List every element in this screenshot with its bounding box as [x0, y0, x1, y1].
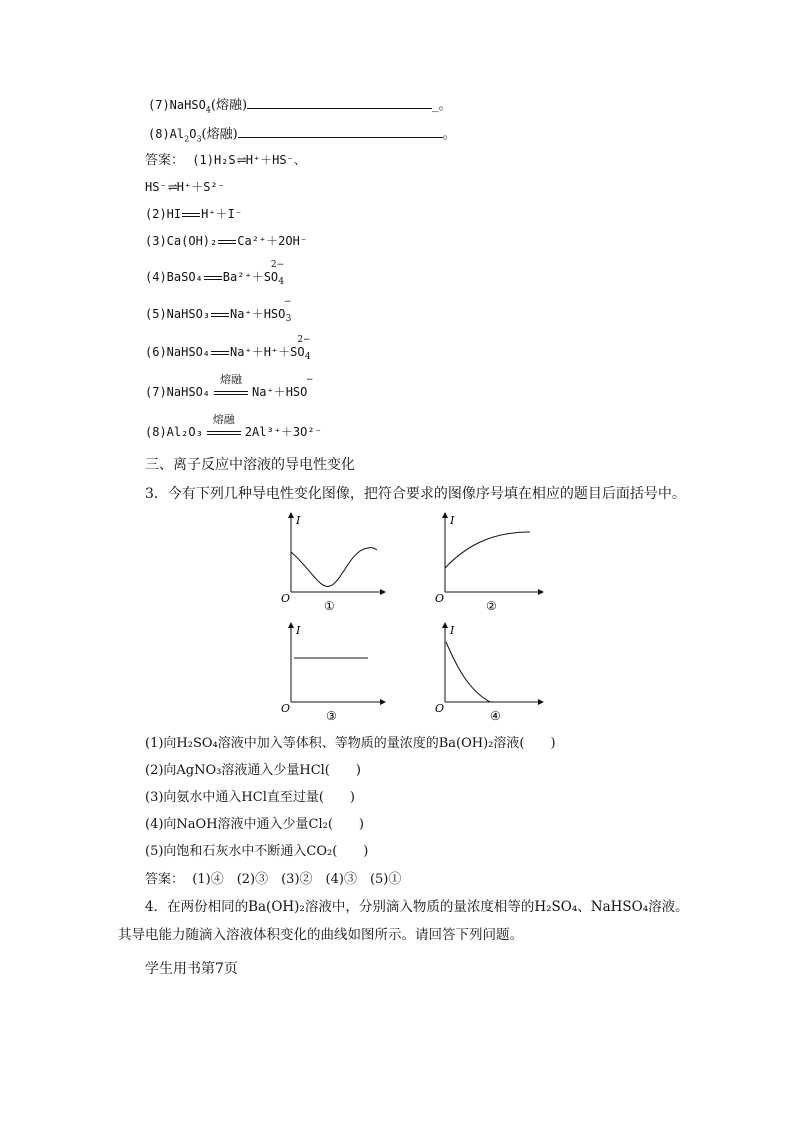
fill-item-7: (7)NaHSO$_4$(熔融) _。 [148, 98, 452, 115]
answer-line-6: (6)NaHSO₄ Na⁺＋H⁺＋SO 2− 4 [145, 335, 311, 362]
origin-label: O [281, 592, 291, 605]
equals-sign-icon [211, 351, 229, 355]
y-axis-label: I [450, 624, 455, 637]
answer-line-1b: HS⁻⇌H⁺＋S²⁻ [145, 180, 225, 194]
question-3-item-3: (3)向氨水中通入HCl直至过量( ) [145, 790, 355, 805]
question-3-item-4: (4)向NaOH溶液中通入少量Cl₂( ) [145, 817, 364, 832]
graph-label: ④ [490, 709, 501, 723]
graph-label: ② [486, 599, 497, 613]
graph-label: ① [324, 599, 335, 613]
origin-label: O [281, 702, 291, 715]
graph-2 [434, 510, 549, 615]
answer-line-2: (2)HI H⁺＋I⁻ [145, 207, 243, 221]
answer-label: 答案： [145, 153, 185, 168]
graph-4 [434, 620, 549, 725]
question-4-line-1: 4．在两份相同的Ba(OH)₂溶液中，分别滴入物质的量浓度相等的H₂SO₄、NaHSO₄溶液。 [145, 899, 689, 915]
equals-sign-icon [211, 313, 229, 317]
melt-condition-sign: 熔融 [207, 424, 241, 442]
answer-line-5: (5)NaHSO₃ Na⁺＋HSO − 3 [145, 297, 292, 324]
answer-blank[interactable] [238, 125, 443, 138]
origin-label: O [435, 702, 445, 715]
equals-sign-icon [204, 276, 222, 280]
origin-label: O [435, 592, 445, 605]
graph-label: ③ [326, 709, 337, 723]
question-3-item-1: (1)向H₂SO₄溶液中加入等体积、等物质的量浓度的Ba(OH)₂溶液( ) [145, 736, 556, 751]
answer-line-8: (8)Al₂O₃ 熔融 2Al³⁺＋3O²⁻ [145, 423, 322, 442]
question-3-item-5: (5)向饱和石灰水中不断通入CO₂( ) [145, 844, 369, 859]
question-3-stem: 3．今有下列几种导电性变化图像，把符合要求的图像序号填在相应的题目后面括号中。 [145, 486, 686, 502]
answer-line-7: (7)NaHSO₄ 熔融 Na⁺＋HSO − [145, 383, 307, 402]
answer-line-1a: 答案： (1)H₂S⇌H⁺＋HS⁻、 [145, 153, 306, 168]
question-3-answer: 答案： (1)④ (2)③ (3)② (4)③ (5)① [145, 872, 402, 887]
answer-line-3: (3)Ca(OH)₂ Ca²⁺＋2OH⁻ [145, 234, 308, 248]
answer-blank[interactable] [247, 96, 432, 109]
y-axis-label: I [296, 514, 301, 527]
graph-1 [280, 510, 390, 615]
fill-item-8: $(8)Al_2O_3$(熔融) 。 [148, 127, 456, 144]
y-axis-label: I [296, 624, 301, 637]
question-4-line-2: 其导电能力随滴入溶液体积变化的曲线如图所示。请回答下列问题。 [118, 927, 523, 943]
equals-sign-icon [218, 240, 236, 244]
question-3-item-2: (2)向AgNO₃溶液通入少量HCl( ) [145, 763, 361, 778]
page-footer: 学生用书第7页 [145, 961, 238, 977]
section-heading: 三、离子反应中溶液的导电性变化 [145, 457, 355, 473]
answer-line-4: (4)BaSO₄ Ba²⁺＋SO 2− 4 [145, 260, 285, 287]
equals-sign-icon [182, 213, 200, 217]
reversible-arrow-icon: ⇌ [167, 180, 176, 194]
melt-condition-sign: 熔融 [214, 384, 248, 402]
y-axis-label: I [450, 514, 455, 527]
reversible-arrow-icon: ⇌ [236, 153, 245, 167]
graph-3 [280, 620, 390, 725]
